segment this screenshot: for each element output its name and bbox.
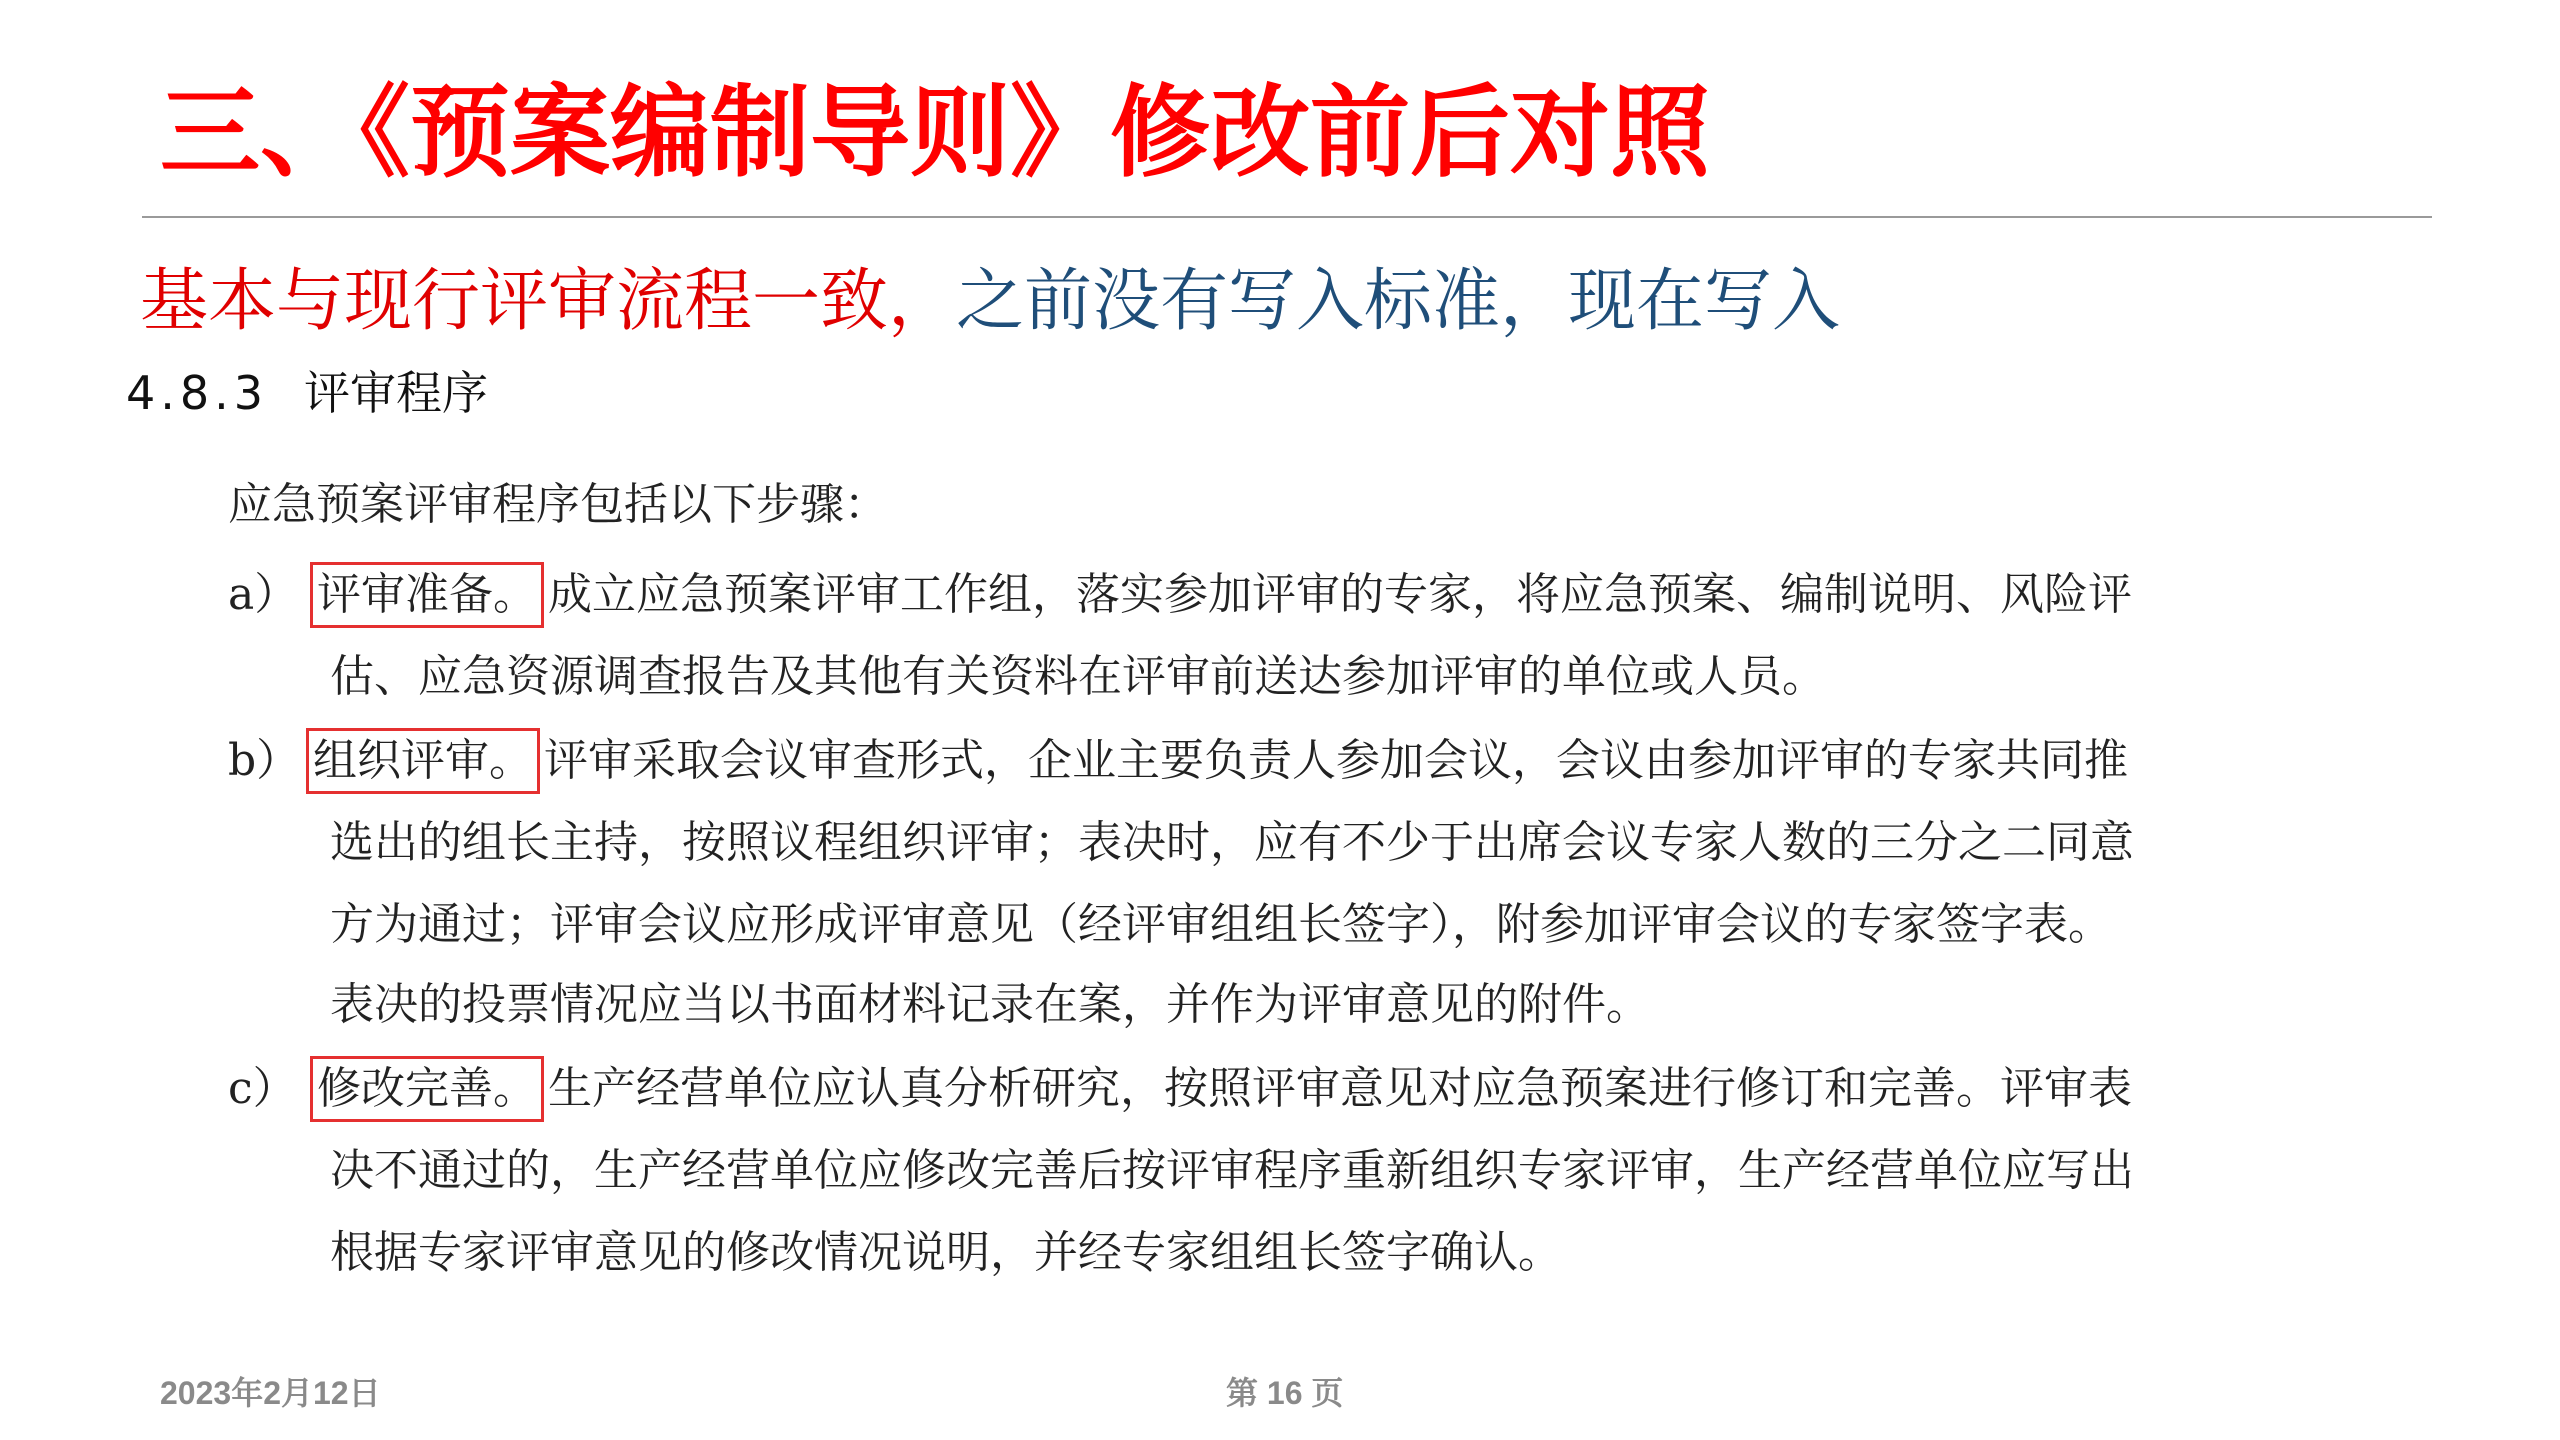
item-a-line-1 (310, 560, 2132, 630)
item-c-line-1 (310, 1054, 2132, 1124)
section-heading (126, 358, 488, 428)
item-b-text-1: 评审采取会议审查形式，企业主要负责人参加会议，会议由参加评审的专家共同推 (544, 735, 2128, 786)
item-b-line-1 (306, 726, 2128, 796)
item-c-line-2: 决不通过的，生产经营单位应修改完善后按评审程序重新组织专家评审，生产经营单位应写出 (330, 1145, 2134, 1196)
title-divider (142, 216, 2432, 218)
item-c (228, 1054, 297, 1124)
section-number: 4.8.3 (126, 366, 269, 420)
section-title: 评审程序 (304, 366, 488, 420)
footer-date: 2023年2月12日 (160, 1375, 381, 1411)
subtitle (140, 256, 1840, 348)
item-c-line-3: 根据专家评审意见的修改情况说明，并经专家组组长签字确认。 (330, 1227, 1562, 1278)
item-a-marker: a） (228, 569, 299, 620)
item-a-highlight-box: 评审准备。 (310, 562, 544, 628)
item-c-marker: c） (228, 1063, 297, 1114)
item-c-text-1: 生产经营单位应认真分析研究，按照评审意见对应急预案进行修订和完善。评审表 (548, 1063, 2132, 1114)
subtitle-red-part: 基本与现行评审流程一致， (140, 262, 957, 341)
item-b-highlight-box: 组织评审。 (306, 728, 540, 794)
footer-page-number: 第 16 页 (1226, 1375, 1344, 1411)
item-b-line-2: 选出的组长主持，按照议程组织评审；表决时，应有不少于出席会议专家人数的三分之二同意 (330, 817, 2134, 868)
item-b (228, 726, 300, 796)
item-a-line-2: 估、应急资源调查报告及其他有关资料在评审前送达参加评审的单位或人员。 (330, 651, 1826, 702)
item-b-marker: b） (228, 735, 301, 786)
subtitle-blue-part: 之前没有写入标准，现在写入 (956, 262, 1841, 341)
item-c-highlight-box: 修改完善。 (310, 1056, 544, 1122)
intro-text: 应急预案评审程序包括以下步骤： (228, 479, 888, 530)
item-b-line-3: 方为通过；评审会议应形成评审意见（经评审组组长签字），附参加评审会议的专家签字表。 (330, 899, 2112, 950)
slide-title: 三、《预案编制导则》修改前后对照 (160, 74, 1710, 191)
item-b-line-4: 表决的投票情况应当以书面材料记录在案，并作为评审意见的附件。 (330, 979, 1650, 1030)
item-a (228, 560, 298, 630)
item-a-text-1: 成立应急预案评审工作组，落实参加评审的专家，将应急预案、编制说明、风险评 (548, 569, 2132, 620)
